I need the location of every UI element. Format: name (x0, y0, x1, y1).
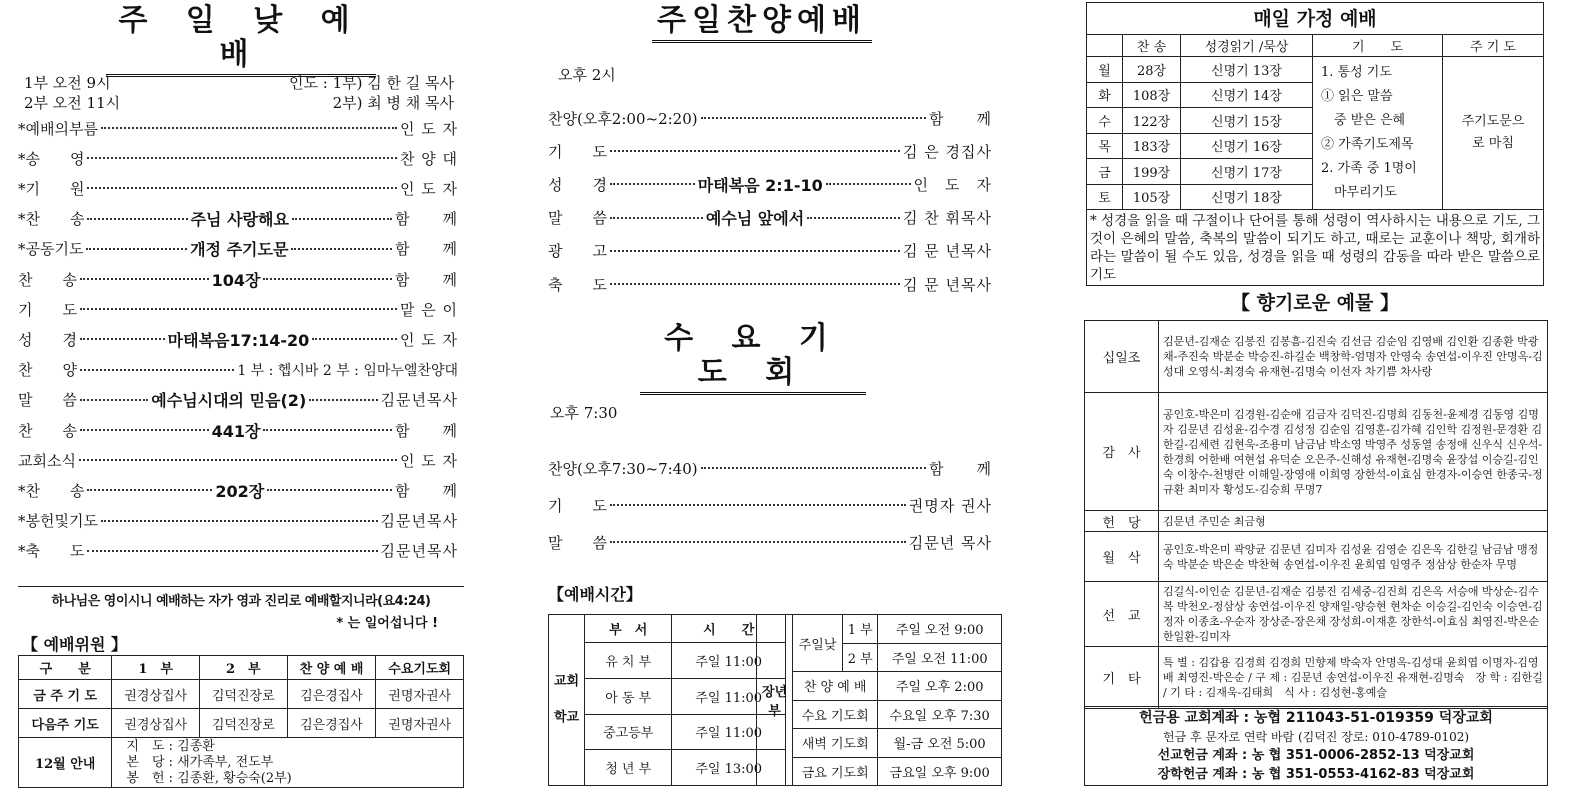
daily-bible: 신명기 13장 (1181, 57, 1313, 83)
order-content: 마태복음17:14-20 (167, 330, 310, 350)
offering-names: 공인호-박은미 곽양균 김문년 김미자 김성윤 김영순 김은옥 김한길 남금남 맹정숙 박분순 박은순 박찬혁 송연섭-이우진 윤희엽 임영주 정삼상 한순자 무명 (1159, 532, 1548, 582)
leader-dots (701, 467, 926, 469)
order-leader: 함 께 (395, 240, 459, 259)
order-content: 202장 (215, 481, 265, 501)
committee-cell: 김덕진장로 (199, 709, 287, 738)
leader-dots (80, 338, 165, 340)
wednesday-time: 오후 7:30 (550, 404, 618, 422)
leader-dots (263, 429, 392, 431)
school-dept: 유 치 부 (585, 643, 672, 679)
schedule-header: 부 서 (585, 615, 672, 643)
youth-time: 주일 오전 9:00 (878, 615, 1002, 644)
praise-column (548, 0, 1008, 805)
offering-names: 김길식-이인순 김문년-김재순 김봉진 김세중-김진희 김은옥 서승애 박상순-김수복 박천오-정삼상 송연섭-이우진 양재일-양승현 현차순 이승길-김인숙 이승연-김정자 이종초-우순자 장상준-장은채 장성희-이재훈 장한석-이효심 최영진-박은순 한일환-김미자 (1159, 582, 1548, 647)
youth-service: 1 부 (843, 615, 878, 644)
offering-label: 기 타 (1085, 647, 1159, 709)
leader-dots (87, 550, 377, 552)
order-row (18, 388, 458, 412)
schedule-title: 【예배시간】 (548, 585, 642, 604)
school-time: 주일 11:00 (672, 678, 786, 714)
offering-table (1084, 320, 1548, 709)
order-row (18, 539, 458, 563)
youth-time: 월-금 오전 5:00 (878, 729, 1002, 758)
committee-cell: 김은경집사 (287, 680, 376, 709)
bible-verse: 하나님은 영이시니 예배하는 자가 영과 진리로 예배할지니라(요4:24) (51, 594, 431, 609)
offering-names: 특 별 : 김갑용 김경희 김경희 민향제 박숙자 안명옥-김성대 윤희엽 이명자-김영배 최영진-박은순 / 구 제 : 김문년 송연섭-이우진 유재현-김명숙 장 학 : 김한길 / 기 타 : 김재욱-김태희 식 사 : 김성현-홍예슬 (1159, 647, 1548, 709)
order-content: 1 부 : 헵시바 2 부 : 임마누엘찬양대 (237, 362, 458, 379)
committee-cell: 권경상집사 (112, 680, 200, 709)
daily-day: 화 (1087, 82, 1123, 108)
committee-cell: 김덕진장로 (199, 680, 287, 709)
order-leader: 함 께 (929, 459, 992, 478)
committee-title: 【 예배위원 】 (22, 635, 127, 654)
leader-dots (80, 369, 234, 371)
order-row (548, 272, 992, 296)
order-row (548, 139, 992, 163)
prayer-line: 2. 가족 중 1명이 (1321, 161, 1417, 176)
daily-hymn: 108장 (1123, 82, 1181, 108)
leader-dots (610, 283, 900, 285)
schedule-block (548, 614, 1002, 786)
order-label: 찬양(오후2:00~2:20) (548, 109, 698, 128)
order-leader: 함 께 (395, 210, 458, 229)
committee-cell: 권명자권사 (376, 680, 464, 709)
order-row (18, 237, 458, 261)
leader-dots (80, 278, 209, 280)
order-leader: 권명자 권사 (908, 496, 992, 515)
order-content: 주님 사랑해요 (190, 210, 289, 230)
order-row (548, 530, 992, 554)
order-label: *송 영 (18, 149, 85, 168)
order-leader: 인 도 자 (400, 330, 459, 349)
order-leader: 김 은 경집사 (903, 142, 992, 161)
december-line: 지 도 : 김종환 (126, 738, 215, 754)
order-row (548, 239, 992, 263)
order-label: *예배의부름 (18, 119, 98, 138)
committee-header: 2 부 (199, 656, 287, 680)
order-leader: 인 도 자 (399, 119, 458, 138)
order-leader: 김 문 년목사 (903, 242, 992, 261)
wednesday-title: 수 요 기 도 회 (640, 322, 866, 395)
sunday-time-2: 2부 오전 11시 (24, 94, 121, 112)
school-label: 교회학교 (549, 615, 585, 786)
daily-title: 매일 가정 예배 (1253, 8, 1377, 30)
praise-title: 주일찬양예배 (652, 4, 872, 43)
leader-dots (80, 308, 397, 310)
order-row (18, 176, 458, 200)
committee-table (18, 655, 464, 788)
order-row (18, 297, 458, 321)
offering-label: 헌 당 (1085, 511, 1159, 532)
sunday-time-1: 1부 오전 9시 (24, 74, 111, 92)
order-label: 말 씀 (548, 533, 607, 552)
offering-label: 월 삭 (1085, 532, 1159, 582)
committee-row-label: 금 주 기 도 (19, 680, 112, 709)
daily-day: 토 (1087, 184, 1123, 210)
sunday-leader-1: 인도 : 1부) 김 한 길 목사 (289, 74, 454, 92)
committee-header: 구 분 (19, 656, 112, 680)
order-row (18, 267, 458, 291)
leader-dots (312, 338, 397, 340)
order-row (18, 358, 458, 382)
order-content: 마태복음 2:1-10 (697, 175, 823, 195)
school-table (548, 614, 786, 786)
daily-header (1087, 35, 1123, 57)
leader-dots (701, 117, 926, 119)
order-content: 개정 주기도문 (190, 240, 289, 260)
prayer-line: 1. 통성 기도 (1321, 65, 1392, 80)
youth-service: 찬 양 예 배 (793, 672, 878, 701)
order-row (18, 509, 458, 533)
stand-note: * 는 일어섭니다 ! (336, 616, 438, 631)
offering-label: 십일조 (1085, 321, 1159, 393)
leader-dots (87, 489, 212, 491)
order-leader: 인 도 자 (913, 175, 992, 194)
daily-hymn: 183장 (1123, 133, 1181, 159)
prayer-line: 중 받은 은혜 (1321, 113, 1406, 128)
leader-dots (610, 183, 695, 185)
order-leader: 김문년 목사 (908, 533, 992, 552)
sunday-title: 주 일 낮 예 배 (106, 4, 376, 77)
leader-dots (79, 459, 397, 461)
offering-label: 선 교 (1085, 582, 1159, 647)
sunday-column (18, 0, 468, 805)
order-row (548, 106, 992, 130)
youth-table (756, 614, 1002, 786)
prayer-line: ① 읽은 말씀 (1321, 89, 1393, 104)
daily-hymn: 122장 (1123, 108, 1181, 134)
order-label: 찬 송 (18, 270, 77, 289)
sunday-leader-2: 2부) 최 병 채 목사 (332, 94, 454, 112)
prayer-line: ② 가족기도제목 (1321, 137, 1414, 152)
order-row (548, 206, 992, 230)
leader-dots (610, 541, 906, 543)
daily-bible: 신명기 15장 (1181, 108, 1313, 134)
lords-prayer-note: 주기도문으로 마침 (1443, 57, 1544, 210)
leader-dots (80, 399, 148, 401)
committee-header: 찬 양 예 배 (287, 656, 376, 680)
order-content: 예수님 앞에서 (705, 209, 805, 229)
leader-dots (86, 248, 187, 250)
youth-time: 주일 오전 11:00 (878, 643, 1002, 672)
december-line: 본 당 : 새가족부, 전도부 (126, 754, 274, 770)
daily-header: 주 기 도 (1443, 35, 1544, 57)
daily-table (1086, 34, 1544, 210)
order-row (18, 207, 458, 231)
committee-row-label: 다음주 기도 (19, 709, 112, 738)
order-label: *봉헌및기도 (18, 512, 98, 531)
order-leader: 김 찬 휘목사 (903, 209, 993, 228)
committee-header: 1 부 (112, 656, 200, 680)
order-label: 기 도 (548, 496, 607, 515)
youth-service: 수요 기도회 (793, 700, 878, 729)
prayer-line: 마무리기도 (1321, 185, 1397, 200)
leader-dots (826, 183, 911, 185)
daily-header: 찬 송 (1123, 35, 1181, 57)
leader-dots (101, 127, 397, 129)
daily-bible: 신명기 18장 (1181, 184, 1313, 210)
sunday-label: 주일낮 (793, 615, 843, 672)
leader-dots (292, 218, 392, 220)
order-label: 찬 송 (18, 421, 77, 440)
daily-hymn: 28장 (1123, 57, 1181, 83)
account-note: 헌금 후 문자로 연락 바람 (김덕진 장로: 010-4789-0102) (1162, 730, 1470, 744)
order-row (18, 116, 458, 140)
order-leader: 맡 은 이 (399, 300, 458, 319)
praise-time: 오후 2시 (558, 66, 616, 84)
order-leader: 인 도 자 (399, 179, 458, 198)
leader-dots (610, 150, 900, 152)
daily-note: * 성경을 읽을 때 구절이나 단어를 통해 성령이 역사하시는 내용으로 기도, 그것이 은혜의 말씀, 축복의 말씀이 되기도 하고, 때로는 교훈이나 책망, 회개하라는 말씀이 될 수도 있음, 성경을 읽을 때 성령의 감동을 따라 받은 말씀으로 기도 (1090, 213, 1540, 283)
youth-time: 금요일 오후 9:00 (878, 757, 1002, 786)
youth-time: 수요일 오후 7:30 (878, 700, 1002, 729)
order-content: 441장 (211, 421, 261, 441)
leader-dots (267, 489, 392, 491)
offering-title: 【 향기로운 예물 】 (1231, 292, 1399, 314)
order-label: 말 씀 (18, 391, 77, 410)
order-leader: 인 도 자 (399, 451, 458, 470)
youth-service: 금요 기도회 (793, 757, 878, 786)
order-row (548, 172, 992, 196)
order-leader: 함 께 (395, 270, 459, 289)
daily-header: 기 도 (1313, 35, 1443, 57)
order-leader: 김문년목사 (380, 542, 458, 561)
daily-bible: 신명기 17장 (1181, 159, 1313, 185)
order-label: 말 씀 (548, 209, 607, 228)
order-label: *공동기도 (18, 240, 84, 259)
leader-dots (87, 157, 397, 159)
account-box (1084, 706, 1548, 786)
order-row (18, 448, 458, 472)
offering-names: 김문년 주민순 최금형 (1159, 511, 1548, 532)
leader-dots (263, 278, 392, 280)
order-label: 광 고 (548, 242, 607, 261)
leader-dots (807, 217, 900, 219)
order-row (548, 456, 992, 480)
order-leader: 김 문 년목사 (903, 275, 992, 294)
schedule-header: 시 간 (672, 615, 786, 643)
order-row (548, 493, 992, 517)
daily-day: 금 (1087, 159, 1123, 185)
youth-service: 새벽 기도회 (793, 729, 878, 758)
december-line: 봉 헌 : 김종환, 황승숙(2부) (126, 770, 292, 786)
order-leader: 함 께 (395, 421, 459, 440)
order-content: 예수님시대의 믿음(2) (151, 391, 307, 411)
school-time: 주일 13:00 (672, 750, 786, 786)
offering-names: 공인호-박은미 김경원-김순애 김금자 김덕진-김명희 김동천-윤제경 김동영 김명자 김문년 김성윤-김수경 김성정 김순임 김영훈-김가혜 김인학 김정원-문경환 김한길-김세련 김현욱-조용미 남금남 박소영 박영주 성동열 송정애 신우식 신우석-한경희 어한배 여현섭 유덕순 오은주-신해성 유재현-김명숙 윤장섭 이승길-김인숙 이창수-천병란 이해일-장영애 이희영 장한석-이효심 한경자-이승연 한종국-정규환 최미자 황성도-김승희 무명7 (1159, 393, 1548, 511)
youth-service: 2 부 (843, 643, 878, 672)
order-row (18, 478, 458, 502)
order-label: *찬 송 (18, 210, 85, 229)
order-row (18, 418, 458, 442)
order-label: 기 도 (18, 300, 77, 319)
daily-bible: 신명기 14장 (1181, 82, 1313, 108)
leader-dots (610, 504, 906, 506)
leader-dots (101, 520, 378, 522)
leader-dots (291, 248, 392, 250)
order-leader: 김문년목사 (380, 512, 458, 531)
leader-dots (80, 429, 209, 431)
offering-names: 김문년-김재순 김봉진 김봉흠-김진숙 김선금 김순임 김영배 김인환 김종환 박광채-주진숙 박분순 박승진-하길순 백창학-엄명자 안영숙 송연섭-이우진 안명옥-김성대 오영식-최경숙 유재현-김명숙 이선자 차기쁨 차사랑 (1159, 321, 1548, 393)
leader-dots (87, 187, 397, 189)
leader-dots (610, 250, 900, 252)
leader-dots (87, 218, 187, 220)
account-scholarship: 장학헌금 계좌 : 농 협 351-0553-4162-83 덕장교회 (1157, 767, 1475, 782)
daily-bible: 신명기 16장 (1181, 133, 1313, 159)
december-label: 12월 안내 (19, 738, 112, 788)
account-main: 헌금용 교회계좌 : 농협 211043-51-019359 덕장교회 (1139, 710, 1493, 726)
school-time: 주일 11:00 (672, 643, 786, 679)
order-label: 찬 양 (18, 361, 77, 380)
order-leader: 함 께 (929, 109, 992, 128)
order-leader: 김문년목사 (380, 391, 459, 410)
offering-label: 감 사 (1085, 393, 1159, 511)
daily-column (1084, 0, 1556, 805)
leader-dots (610, 217, 703, 219)
order-leader: 찬 양 대 (399, 149, 458, 168)
order-label: 찬양(오후7:30~7:40) (548, 459, 698, 478)
leader-dots (309, 399, 377, 401)
daily-header: 성경읽기 /묵상 (1181, 35, 1313, 57)
youth-label: 장년부 (757, 615, 793, 786)
daily-day: 목 (1087, 133, 1123, 159)
order-label: *축 도 (18, 542, 85, 561)
school-dept: 청 년 부 (585, 750, 672, 786)
order-label: 기 도 (548, 142, 607, 161)
school-dept: 중고등부 (585, 714, 672, 750)
daily-day: 월 (1087, 57, 1123, 83)
daily-day: 수 (1087, 108, 1123, 134)
order-label: *찬 송 (18, 481, 85, 500)
committee-header: 수요기도회 (376, 656, 464, 680)
school-dept: 아 동 부 (585, 678, 672, 714)
order-label: 성 경 (18, 330, 77, 349)
order-label: 교회소식 (18, 451, 76, 470)
order-leader: 함 께 (395, 481, 459, 500)
committee-cell: 김은경집사 (287, 709, 376, 738)
order-row (18, 327, 458, 351)
school-time: 주일 11:00 (672, 714, 786, 750)
committee-cell: 권경상집사 (112, 709, 200, 738)
committee-cell: 권명자권사 (376, 709, 464, 738)
daily-hymn: 199장 (1123, 159, 1181, 185)
divider (18, 586, 464, 587)
account-mission: 선교헌금 계좌 : 농 협 351-0006-2852-13 덕장교회 (1157, 748, 1475, 763)
order-label: *기 원 (18, 179, 85, 198)
order-row (18, 146, 458, 170)
order-label: 성 경 (548, 175, 607, 194)
youth-time: 주일 오후 2:00 (878, 672, 1002, 701)
order-content: 104장 (211, 270, 261, 290)
order-label: 축 도 (548, 275, 607, 294)
daily-hymn: 105장 (1123, 184, 1181, 210)
